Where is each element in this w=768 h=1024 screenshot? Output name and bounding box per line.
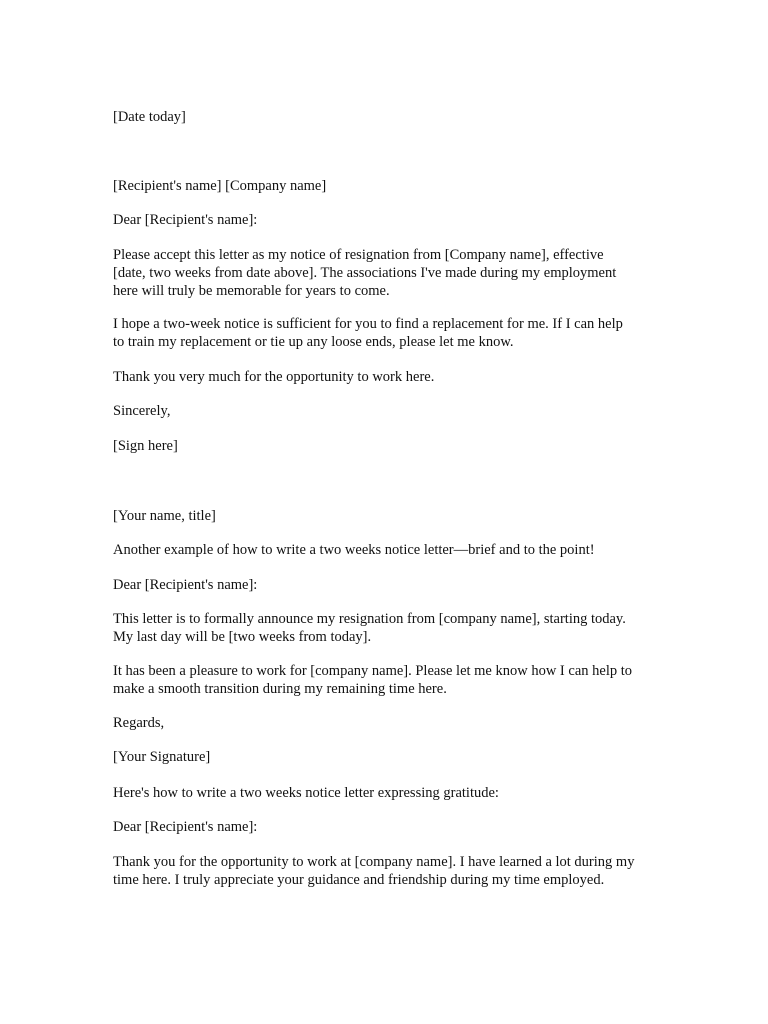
paragraph-4-line: My last day will be [two weeks from today]. [113, 629, 372, 645]
paragraph-5-line: It has been a pleasure to work for [company name]. Please let me know how I can help to [113, 663, 633, 679]
paragraph-1-line: here will truly be memorable for years to come. [113, 283, 390, 299]
signature-placeholder: [Your Signature] [113, 749, 211, 765]
greeting-1: Dear [Recipient's name]: [113, 212, 258, 228]
recipient-company-line: [Recipient's name] [Company name] [113, 178, 327, 194]
paragraph-6-line: time here. I truly appreciate your guidance and friendship during my time employed. [113, 872, 605, 888]
paragraph-1 [113, 246, 616, 300]
paragraph-2-line: I hope a two-week notice is sufficient for you to find a replacement for me. If I can help [113, 316, 623, 332]
closing-sincerely: Sincerely, [113, 403, 171, 419]
paragraph-6-line: Thank you for the opportunity to work at [company name]. I have learned a lot during my [113, 854, 635, 870]
paragraph-5-line: make a smooth transition during my remaining time here. [113, 681, 447, 697]
greeting-3: Dear [Recipient's name]: [113, 819, 258, 835]
date-line: [Date today] [113, 109, 186, 125]
paragraph-2 [113, 315, 623, 351]
paragraph-4 [113, 610, 626, 646]
paragraph-1-line: [date, two weeks from date above]. The associations I've made during my employment [113, 265, 617, 281]
paragraph-1-line: Please accept this letter as my notice of resignation from [Company name], effective [113, 247, 604, 263]
paragraph-4-line: This letter is to formally announce my resignation from [company name], starting today. [113, 611, 626, 627]
sign-here-placeholder: [Sign here] [113, 438, 178, 454]
paragraph-3: Thank you very much for the opportunity to work here. [113, 369, 435, 385]
intro-example-2: Another example of how to write a two weeks notice letter—brief and to the point! [113, 542, 595, 558]
intro-example-3: Here's how to write a two weeks notice letter expressing gratitude: [113, 785, 499, 801]
name-title-line: [Your name, title] [113, 508, 216, 524]
greeting-2: Dear [Recipient's name]: [113, 577, 258, 593]
paragraph-2-line: to train my replacement or tie up any loose ends, please let me know. [113, 334, 514, 350]
closing-regards: Regards, [113, 715, 165, 731]
paragraph-5 [113, 662, 632, 698]
paragraph-6 [113, 853, 634, 889]
